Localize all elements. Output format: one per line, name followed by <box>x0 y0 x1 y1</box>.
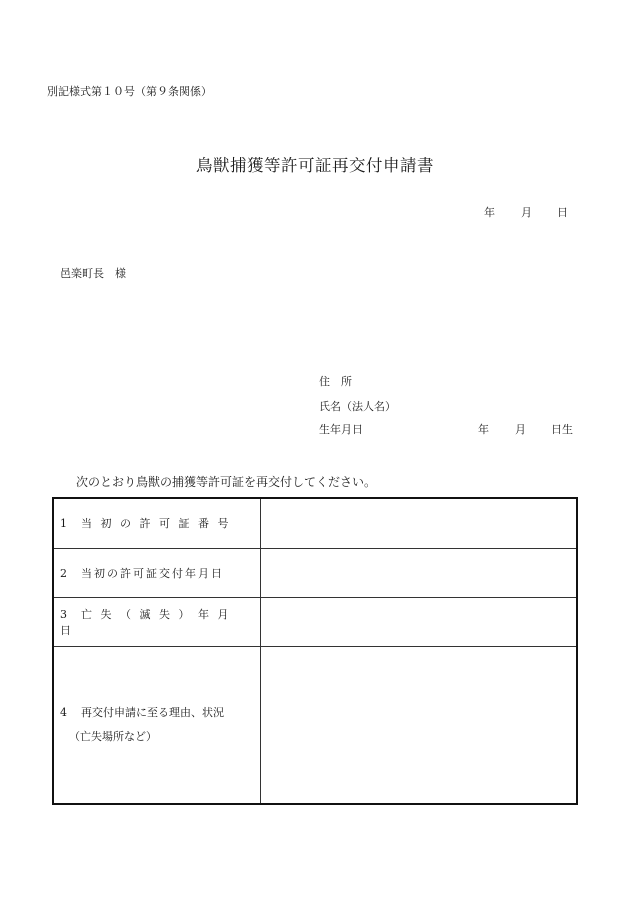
row-label <box>53 498 260 548</box>
row-label-text: 再交付申請に至る理由、状況 <box>81 705 224 719</box>
date-day-label: 日 <box>557 206 568 219</box>
row-number: 3 <box>60 607 67 621</box>
birth-year-label: 年 <box>478 423 489 436</box>
row-label <box>53 646 260 804</box>
table-row <box>53 597 577 646</box>
birth-day-label: 日生 <box>551 423 573 436</box>
address-label: 住 所 <box>319 375 352 388</box>
table-row <box>53 498 577 548</box>
row-label <box>53 597 260 646</box>
date-year-label: 年 <box>484 206 495 219</box>
name-label: 氏名（法人名） <box>319 400 396 413</box>
row-sublabel: （亡失場所など） <box>69 729 157 743</box>
row-number: 4 <box>60 705 67 719</box>
original-permit-number-field[interactable] <box>260 498 577 548</box>
application-table <box>52 497 578 805</box>
row-number: 1 <box>60 517 67 531</box>
table-row <box>53 646 577 804</box>
document-title: 鳥獣捕獲等許可証再交付申請書 <box>196 156 434 175</box>
form-number: 別記様式第１０号（第９条関係） <box>47 85 212 98</box>
birthdate-label: 生年月日 <box>319 423 363 436</box>
row-label-text: 当初の許可証番号 <box>81 517 237 531</box>
row-label-text: 当初の許可証交付年月日 <box>81 566 224 580</box>
date-month-label: 月 <box>521 206 532 219</box>
original-issue-date-field[interactable] <box>260 548 577 597</box>
table-row <box>53 548 577 597</box>
row-label <box>53 548 260 597</box>
birth-month-label: 月 <box>515 423 526 436</box>
addressee: 邑楽町長 様 <box>60 267 126 280</box>
request-statement: 次のとおり鳥獣の捕獲等許可証を再交付してください。 <box>76 475 377 489</box>
reissue-reason-field[interactable] <box>260 646 577 804</box>
row-number: 2 <box>60 566 67 580</box>
loss-date-field[interactable] <box>260 597 577 646</box>
row-label-text: 亡失（滅失）年月日 <box>60 607 237 637</box>
